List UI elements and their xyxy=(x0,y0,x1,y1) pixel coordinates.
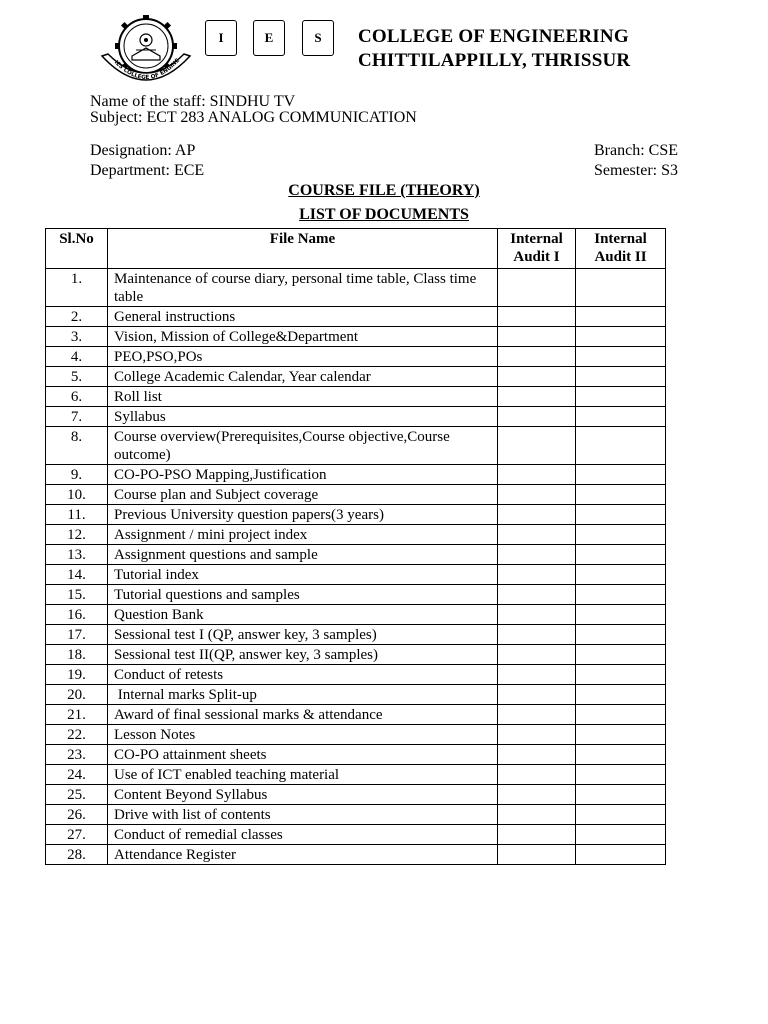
table-row xyxy=(46,269,666,307)
audit-box-i: I xyxy=(205,20,237,56)
table-row xyxy=(46,845,666,865)
row-internal-audit-1-cell xyxy=(498,705,576,725)
college-name xyxy=(358,25,630,73)
row-file-name: Attendance Register xyxy=(108,845,498,865)
table-header-row xyxy=(46,229,666,269)
row-file-name: Course plan and Subject coverage xyxy=(108,485,498,505)
table-row xyxy=(46,705,666,725)
row-internal-audit-1-cell xyxy=(498,427,576,465)
header-audit1-line1: Internal xyxy=(510,231,563,247)
row-file-name: Roll list xyxy=(108,387,498,407)
row-internal-audit-1-cell xyxy=(498,845,576,865)
row-internal-audit-2-cell xyxy=(576,705,666,725)
row-internal-audit-2-cell xyxy=(576,665,666,685)
table-row xyxy=(46,565,666,585)
row-file-name: College Academic Calendar, Year calendar xyxy=(108,367,498,387)
row-internal-audit-1-cell xyxy=(498,367,576,387)
row-internal-audit-1-cell xyxy=(498,725,576,745)
row-number: 12. xyxy=(46,525,108,545)
row-internal-audit-2-cell xyxy=(576,269,666,307)
table-row xyxy=(46,765,666,785)
row-internal-audit-1-cell xyxy=(498,565,576,585)
row-number: 26. xyxy=(46,805,108,825)
row-internal-audit-1-cell xyxy=(498,745,576,765)
table-row xyxy=(46,545,666,565)
row-internal-audit-2-cell xyxy=(576,765,666,785)
row-file-name: Syllabus xyxy=(108,407,498,427)
row-file-name: Internal marks Split-up xyxy=(108,685,498,705)
row-internal-audit-1-cell xyxy=(498,625,576,645)
row-file-name: Previous University question papers(3 years) xyxy=(108,505,498,525)
header-audit2-line1: Internal xyxy=(594,231,647,247)
row-number: 2. xyxy=(46,307,108,327)
svg-text:IES COLLEGE OF ENGINEERING: IES COLLEGE OF ENGINE xyxy=(112,57,182,82)
table-row xyxy=(46,407,666,427)
table-row xyxy=(46,327,666,347)
row-number: 13. xyxy=(46,545,108,565)
table-row xyxy=(46,347,666,367)
row-internal-audit-2-cell xyxy=(576,585,666,605)
row-file-name: Question Bank xyxy=(108,605,498,625)
table-row xyxy=(46,605,666,625)
row-number: 28. xyxy=(46,845,108,865)
row-number: 15. xyxy=(46,585,108,605)
audit-box-e: E xyxy=(253,20,285,56)
college-name-line1: COLLEGE OF ENGINEERING xyxy=(358,26,629,47)
college-logo xyxy=(96,12,196,90)
row-internal-audit-1-cell xyxy=(498,765,576,785)
staff-name: Name of the staff: SINDHU TV xyxy=(90,93,296,110)
row-number: 4. xyxy=(46,347,108,367)
table-row xyxy=(46,825,666,845)
row-file-name: Lesson Notes xyxy=(108,725,498,745)
row-number: 19. xyxy=(46,665,108,685)
row-file-name: Maintenance of course diary, personal time table, Class time table xyxy=(108,269,498,307)
row-file-name: Sessional test II(QP, answer key, 3 samples) xyxy=(108,645,498,665)
semester: Semester: S3 xyxy=(594,162,678,179)
row-number: 24. xyxy=(46,765,108,785)
table-row xyxy=(46,805,666,825)
row-file-name: Assignment / mini project index xyxy=(108,525,498,545)
row-internal-audit-2-cell xyxy=(576,505,666,525)
row-internal-audit-1-cell xyxy=(498,387,576,407)
row-internal-audit-2-cell xyxy=(576,367,666,387)
row-number: 5. xyxy=(46,367,108,387)
row-internal-audit-1-cell xyxy=(498,665,576,685)
row-internal-audit-2-cell xyxy=(576,565,666,585)
header-internal-audit-1 xyxy=(498,229,576,269)
row-number: 20. xyxy=(46,685,108,705)
row-internal-audit-1-cell xyxy=(498,525,576,545)
row-number: 21. xyxy=(46,705,108,725)
table-row xyxy=(46,485,666,505)
college-name-line2: CHITTILAPPILLY, THRISSUR xyxy=(358,50,631,71)
row-number: 10. xyxy=(46,485,108,505)
table-row xyxy=(46,645,666,665)
row-file-name: Sessional test I (QP, answer key, 3 samples) xyxy=(108,625,498,645)
row-internal-audit-2-cell xyxy=(576,805,666,825)
row-file-name: Course overview(Prerequisites,Course objective,Course outcome) xyxy=(108,427,498,465)
row-internal-audit-2-cell xyxy=(576,427,666,465)
table-row xyxy=(46,685,666,705)
row-internal-audit-1-cell xyxy=(498,605,576,625)
row-file-name: General instructions xyxy=(108,307,498,327)
row-internal-audit-2-cell xyxy=(576,685,666,705)
table-row xyxy=(46,585,666,605)
row-internal-audit-1-cell xyxy=(498,645,576,665)
course-file-title: COURSE FILE (THEORY) xyxy=(288,182,480,199)
row-internal-audit-1-cell xyxy=(498,327,576,347)
documents-table xyxy=(45,228,666,865)
row-internal-audit-1-cell xyxy=(498,307,576,327)
row-internal-audit-1-cell xyxy=(498,407,576,427)
table-row xyxy=(46,745,666,765)
table-row xyxy=(46,387,666,407)
row-number: 1. xyxy=(46,269,108,307)
row-internal-audit-1-cell xyxy=(498,545,576,565)
row-file-name: Assignment questions and sample xyxy=(108,545,498,565)
row-number: 6. xyxy=(46,387,108,407)
row-number: 8. xyxy=(46,427,108,465)
subject: Subject: ECT 283 ANALOG COMMUNICATION xyxy=(90,109,417,126)
row-internal-audit-1-cell xyxy=(498,485,576,505)
row-internal-audit-2-cell xyxy=(576,745,666,765)
row-file-name: CO-PO attainment sheets xyxy=(108,745,498,765)
row-file-name: PEO,PSO,POs xyxy=(108,347,498,367)
row-number: 22. xyxy=(46,725,108,745)
row-internal-audit-2-cell xyxy=(576,525,666,545)
row-internal-audit-1-cell xyxy=(498,269,576,307)
row-file-name: Award of final sessional marks & attendance xyxy=(108,705,498,725)
table-row xyxy=(46,785,666,805)
row-number: 23. xyxy=(46,745,108,765)
row-file-name: Content Beyond Syllabus xyxy=(108,785,498,805)
table-row xyxy=(46,525,666,545)
row-number: 27. xyxy=(46,825,108,845)
row-internal-audit-1-cell xyxy=(498,347,576,367)
row-internal-audit-2-cell xyxy=(576,387,666,407)
designation: Designation: AP xyxy=(90,142,196,159)
row-file-name: Drive with list of contents xyxy=(108,805,498,825)
row-internal-audit-1-cell xyxy=(498,685,576,705)
row-internal-audit-2-cell xyxy=(576,825,666,845)
row-internal-audit-2-cell xyxy=(576,307,666,327)
row-internal-audit-2-cell xyxy=(576,465,666,485)
row-internal-audit-1-cell xyxy=(498,505,576,525)
row-internal-audit-1-cell xyxy=(498,465,576,485)
header-file-name: File Name xyxy=(108,229,498,269)
row-file-name: CO-PO-PSO Mapping,Justification xyxy=(108,465,498,485)
row-number: 14. xyxy=(46,565,108,585)
audit-box-s: S xyxy=(302,20,334,56)
row-internal-audit-2-cell xyxy=(576,625,666,645)
table-row xyxy=(46,625,666,645)
row-internal-audit-2-cell xyxy=(576,545,666,565)
header-slno: Sl.No xyxy=(46,229,108,269)
table-row xyxy=(46,367,666,387)
row-internal-audit-1-cell xyxy=(498,825,576,845)
row-number: 11. xyxy=(46,505,108,525)
row-number: 3. xyxy=(46,327,108,347)
row-number: 25. xyxy=(46,785,108,805)
department: Department: ECE xyxy=(90,162,205,179)
row-internal-audit-2-cell xyxy=(576,347,666,367)
row-internal-audit-2-cell xyxy=(576,845,666,865)
row-number: 7. xyxy=(46,407,108,427)
row-internal-audit-2-cell xyxy=(576,645,666,665)
row-number: 16. xyxy=(46,605,108,625)
table-row xyxy=(46,465,666,485)
row-internal-audit-2-cell xyxy=(576,785,666,805)
table-row xyxy=(46,307,666,327)
table-row xyxy=(46,665,666,685)
college-emblem-icon xyxy=(96,12,196,90)
row-internal-audit-1-cell xyxy=(498,585,576,605)
row-file-name: Conduct of remedial classes xyxy=(108,825,498,845)
row-internal-audit-2-cell xyxy=(576,725,666,745)
row-file-name: Use of ICT enabled teaching material xyxy=(108,765,498,785)
table-row xyxy=(46,505,666,525)
branch: Branch: CSE xyxy=(594,142,678,159)
header-audit2-line2: Audit II xyxy=(594,249,647,265)
row-internal-audit-2-cell xyxy=(576,327,666,347)
row-number: 9. xyxy=(46,465,108,485)
row-file-name: Vision, Mission of College&Department xyxy=(108,327,498,347)
table-row xyxy=(46,725,666,745)
row-internal-audit-2-cell xyxy=(576,605,666,625)
row-internal-audit-2-cell xyxy=(576,407,666,427)
row-internal-audit-1-cell xyxy=(498,805,576,825)
header-internal-audit-2 xyxy=(576,229,666,269)
row-internal-audit-2-cell xyxy=(576,485,666,505)
header-audit1-line2: Audit I xyxy=(513,249,560,265)
row-number: 18. xyxy=(46,645,108,665)
row-number: 17. xyxy=(46,625,108,645)
row-internal-audit-1-cell xyxy=(498,785,576,805)
row-file-name: Tutorial index xyxy=(108,565,498,585)
row-file-name: Tutorial questions and samples xyxy=(108,585,498,605)
list-of-documents-title: LIST OF DOCUMENTS xyxy=(299,206,469,223)
row-file-name: Conduct of retests xyxy=(108,665,498,685)
table-row xyxy=(46,427,666,465)
